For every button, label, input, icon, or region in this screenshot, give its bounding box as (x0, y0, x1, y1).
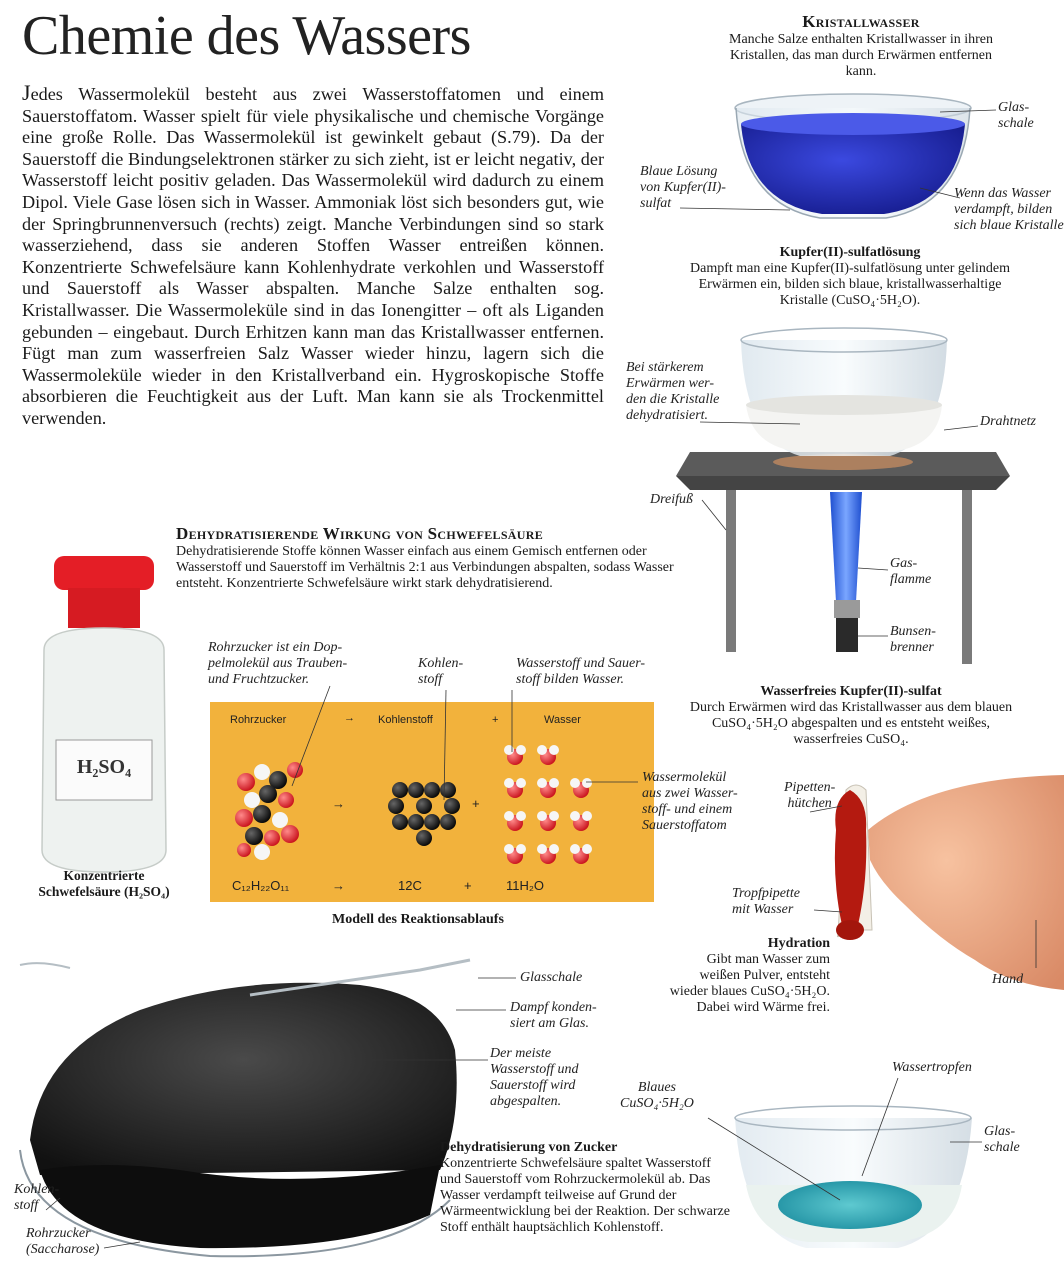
label-blaues-cuso4: Blaues CuSO₄·5H₂O (620, 1080, 694, 1111)
label-glasschale-3: Glas- schale (984, 1124, 1020, 1155)
model-arrow-3: → (332, 878, 345, 893)
label-hand: Hand (992, 972, 1024, 987)
schwefelsaeure-text: Dehydratisierende Stoffe können Wasser einfach aus einem Gemisch entfernen oder Wasserstoff und Sauerstoff im Verhältnis 2:1 aus Verbindungen abspalten, sodass Wasser entsteht. Konzentrierte Schwefelsäure wirkt stark dehydratisierend. (176, 544, 674, 591)
note-kohlenstoff: Kohlen- stoff (418, 656, 464, 687)
caption-hydration (668, 936, 830, 1016)
label-bunsenbrenner: Bunsen- brenner (890, 624, 936, 655)
sulfuric-acid-bottle (42, 556, 166, 872)
label-dampf: Dampf konden- siert am Glas. (510, 1000, 597, 1031)
label-drahtnetz: Drahtnetz (980, 414, 1036, 429)
caption-kupfersulfatloesung (680, 245, 1020, 309)
caption-text: Durch Erwärmen wird das Kristallwasser aus dem blauen CuSO₄·5H₂O abgespalten und es entsteht weißes, wasserfreies CuSO₄. (689, 700, 1013, 747)
blue-solution-bowl (735, 94, 971, 218)
bottle-label: H₂SO₄ (76, 756, 132, 778)
kristallwasser-text: Manche Salze enthalten Kristallwasser in ihren Kristallen, das man durch Erwärmen entfernen kann. (729, 32, 993, 79)
caption-text: Konzentrierte Schwefelsäure spaltet Wasserstoff und Sauerstoff vom Rohrzuckermolekül ab. Das Wasser verdampft teilweise auf Grund der Wärmeentwicklung bei der Reaktion. Der schwarze Stoff enthält hauptsächlich Kohlenstoff. (440, 1156, 730, 1235)
model-plus-3: + (464, 878, 472, 893)
intro-text: Jedes Wassermolekül besteht aus zwei Wasserstoffatomen und einem Sauerstoffatom. Wasser spielt für viele physikalische und chemische Vorgänge eine große Rolle. Das Wassermolekül ist gewinkelt gebaut (S.79). Da der Sauerstoff die Bindungselektronen stärker zu sich zieht, ist er leicht negativ, der Wasserstoff leicht positiv geladen. Das Wassermolekül wird dadurch zu einem Dipol. Viele Gase lösen sich in Wasser. Ammoniak löst sich besonders gut, wie der Springbrunnenversuch (rechts) zeigt. Manche Verbindungen sind so stark wasserziehend, dass sie anderen Stoffen Wasser entreißen können. Konzentrierte Schwefelsäure kann Kohlenhydrate verkohlen und Wasserstoff und Sauerstoff als Wasser abspalten. Manche Salze enthalten sog. Kristallwasser. Die Wassermoleküle sind in das Ionengitter – oft als Liganden gebunden – eingebaut. Durch Erhitzen kann man das Kristallwasser entfernen. Fügt man zum wasserfreien Salz Wasser wieder hinzu, lagern sich die Wassermoleküle wieder in den Kristallverband ein. Hygroskopische Stoffe absorbieren die Feuchtigkeit aus der Luft. Man kann sie als Trockenmittel verwenden. (22, 80, 604, 428)
label-glasschale-1: Glas- schale (998, 100, 1034, 131)
model-header-rohrzucker: Rohrzucker (230, 714, 287, 726)
label-wassertropfen: Wassertropfen (892, 1060, 972, 1075)
model-arrow-2: → (332, 796, 345, 811)
label-pipettenhuetchen: Pipetten- hütchen (784, 780, 836, 811)
note-rohrzucker: Rohrzucker ist ein Dop- pelmolekül aus Trauben- und Fruchtzucker. (208, 640, 348, 687)
label-abgespalten: Der meiste Wasserstoff und Sauerstoff wird abgespalten. (490, 1046, 579, 1109)
model-header-kohlenstoff: Kohlenstoff (378, 714, 433, 726)
schwefelsaeure-section (176, 524, 676, 592)
caption-wasserfrei (686, 684, 1016, 748)
bottle-caption: Konzentrierte Schwefelsäure (H₂SO₄) (38, 868, 170, 899)
caption-title: Kupfer(II)-sulfatlösung (779, 245, 921, 260)
label-tropfpipette: Tropfpipette mit Wasser (732, 886, 800, 917)
page-title: Chemie des Wassers (22, 5, 471, 67)
caption-text: Dampft man eine Kupfer(II)-sulfatlösung unter gelindem Erwärmen ein, bilden sich blaue, kristallwasserhaltige Kristalle (CuSO₄·5H₂O). (690, 261, 1010, 308)
label-gasflamme: Gas- flamme (890, 556, 932, 587)
formula-kohlenstoff: 12C (398, 878, 422, 893)
caption-title: Wasserfreies Kupfer(II)-sulfat (760, 684, 942, 699)
note-wassermolekuel: Wassermolekül aus zwei Wasser- stoff- und einem Sauerstoffatom (642, 770, 738, 833)
charred-sugar (20, 960, 470, 1256)
label-dehydratisiert: Bei stärkerem Erwärmen wer- den die Kristalle dehydratisiert. (626, 360, 720, 423)
model-plus-1: + (492, 714, 499, 726)
model-arrow-1: → (344, 712, 355, 724)
kristallwasser-heading: Kristallwasser (802, 12, 920, 31)
hydrated-bowl (735, 1106, 972, 1248)
schwefelsaeure-heading: Dehydratisierende Wirkung von Schwefelsäure (176, 524, 543, 543)
model-plus-2: + (472, 796, 480, 811)
label-saccharose: Rohrzucker (Saccharose) (26, 1226, 100, 1257)
formula-zucker: C₁₂H₂₂O₁₁ (232, 878, 290, 893)
model-caption: Modell des Reaktionsablaufs (332, 912, 504, 927)
model-header-wasser: Wasser (544, 714, 581, 726)
formula-wasser: 11H₂O (506, 878, 545, 893)
label-kohlenstoff: Kohlen- stoff (14, 1182, 60, 1213)
model-panel (210, 702, 654, 902)
note-wasser: Wasserstoff und Sauer- stoff bilden Wasser. (516, 656, 646, 687)
label-wasser-verdampft: Wenn das Wasser verdampft, bilden sich blaue Kristalle (954, 186, 1064, 233)
caption-title: Dehydratisierung von Zucker (440, 1140, 618, 1155)
tripod-burner (676, 328, 1010, 664)
label-blaue-loesung: Blaue Lösung von Kupfer(II)- sulfat (640, 164, 726, 211)
caption-dehydratisierung-zucker (440, 1140, 730, 1236)
caption-text: Gibt man Wasser zum weißen Pulver, entsteht wieder blaues CuSO₄·5H₂O. Dabei wird Wärme frei. (669, 952, 830, 1015)
label-dreifuss: Dreifuß (650, 492, 694, 507)
hand-pipette (835, 775, 1064, 990)
label-glasschale-2: Glasschale (520, 970, 583, 985)
caption-title: Hydration (767, 936, 830, 951)
